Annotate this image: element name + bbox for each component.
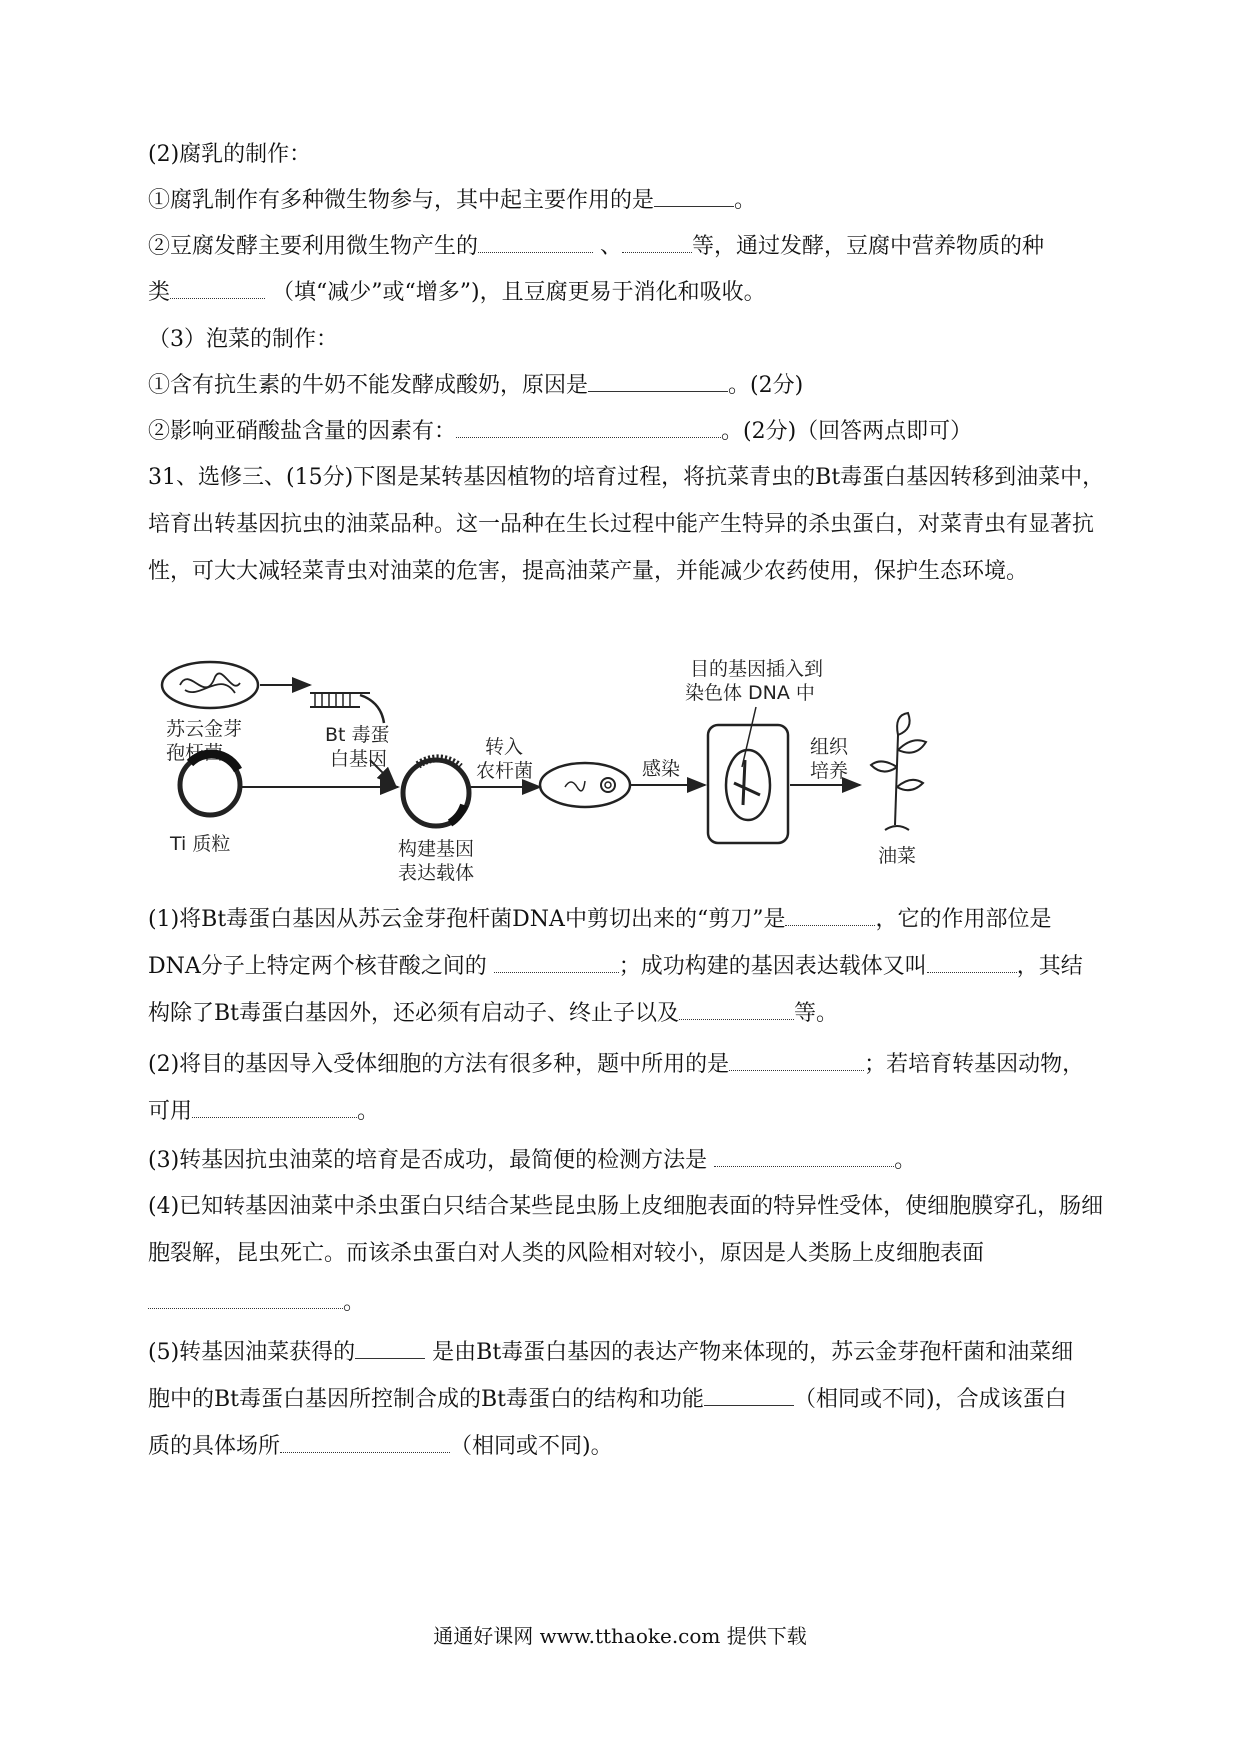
subq1-line2: DNA分子上特定两个核苷酸之间的 ；成功构建的基因表达载体又叫 ，其结 — [148, 954, 1083, 979]
insert-label-1: 目的基因插入到 — [690, 658, 824, 680]
subq4-line1: (4)已知转基因油菜中杀虫蛋白只结合某些昆虫肠上皮细胞表面的特异性受体，使细胞膜穿孔，肠细 — [148, 1194, 1104, 1219]
section2-title: (2)腐乳的制作： — [148, 142, 312, 167]
section3-q2: ②影响亚硝酸盐含量的因素有： 。(2分)（回答两点即可） — [148, 419, 973, 444]
insert-label-2: 染色体 DNA 中 — [685, 682, 815, 704]
footer-credit: 通通好课网 www.tthaoke.com 提供下载 — [433, 1624, 807, 1648]
q31-intro-line3: 性，可大大减轻菜青虫对油菜的危害，提高油菜产量，并能减少农药使用，保护生态环境。 — [148, 559, 1029, 584]
subq1-line3: 构除了Bt毒蛋白基因外，还必须有启动子、终止子以及 等。 — [148, 1001, 839, 1026]
section3-title: （3）泡菜的制作： — [148, 327, 338, 352]
subq5-line2: 胞中的Bt毒蛋白基因所控制合成的Bt毒蛋白的结构和功能 （相同或不同)，合成该蛋白 — [148, 1387, 1067, 1412]
subq4-line3: 。 — [148, 1288, 365, 1318]
vector-label-1: 构建基因 — [398, 838, 475, 860]
plasmid-label: Ti 质粒 — [170, 833, 231, 855]
section3-q1: ①含有抗生素的牛奶不能发酵成酸奶，原因是 。(2分) — [148, 373, 804, 398]
subq4-line2: 胞裂解，昆虫死亡。而该杀虫蛋白对人类的风险相对较小，原因是人类肠上皮细胞表面 — [148, 1241, 985, 1266]
culture-label-2: 培养 — [810, 760, 849, 782]
subq2-line2: 可用 。 — [148, 1099, 380, 1124]
section2-q1: ①腐乳制作有多种微生物参与，其中起主要作用的是 。 — [148, 188, 757, 213]
subq5-line1: (5)转基因油菜获得的 是由Bt毒蛋白基因的表达产物来体现的，苏云金芽孢杆菌和油菜细 — [148, 1340, 1074, 1365]
infect-label: 感染 — [642, 758, 681, 780]
q31-intro-line2: 培育出转基因抗虫的油菜品种。这一品种在生长过程中能产生特异的杀虫蛋白，对菜青虫有显著抗 — [148, 512, 1095, 537]
gene-label-2: 白基因 — [330, 748, 388, 770]
bacterial-dna-icon — [180, 673, 240, 693]
bacterium-label-2: 孢杆菌 — [166, 742, 224, 764]
gene-label-1: Bt 毒蛋 — [325, 724, 390, 746]
rape-label: 油菜 — [878, 845, 917, 867]
vector-label-2: 表达载体 — [398, 862, 475, 884]
culture-label-1: 组织 — [810, 736, 849, 758]
rape-plant-icon — [871, 713, 926, 830]
bacterium-label-1: 苏云金芽 — [166, 718, 243, 740]
transfer-label-1: 转入 — [485, 736, 524, 758]
transfer-label-2: 农杆菌 — [476, 760, 534, 782]
section2-q2: ②豆腐发酵主要利用微生物产生的 、 等，通过发酵，豆腐中营养物质的种 — [148, 234, 1045, 259]
transgenic-process-diagram — [160, 655, 1080, 895]
q31-intro-line1: 31、选修三、(15分)下图是某转基因植物的培育过程，将抗菜青虫的Bt毒蛋白基因转移到油菜中， — [148, 465, 1105, 490]
subq2-line1: (2)将目的基因导入受体细胞的方法有很多种，题中所用的是 ；若培育转基因动物， — [148, 1052, 1085, 1077]
section2-q2-cont: 类 （填“减少”或“增多”)，且豆腐更易于消化和吸收。 — [148, 280, 766, 305]
subq5-line3: 质的具体场所 （相同或不同)。 — [148, 1434, 613, 1459]
subq3: (3)转基因抗虫油菜的培育是否成功，最简便的检测方法是 。 — [148, 1148, 917, 1173]
subq1-line1: (1)将Bt毒蛋白基因从苏云金芽孢杆菌DNA中剪切出来的“剪刀”是 ，它的作用部位是 — [148, 907, 1052, 932]
